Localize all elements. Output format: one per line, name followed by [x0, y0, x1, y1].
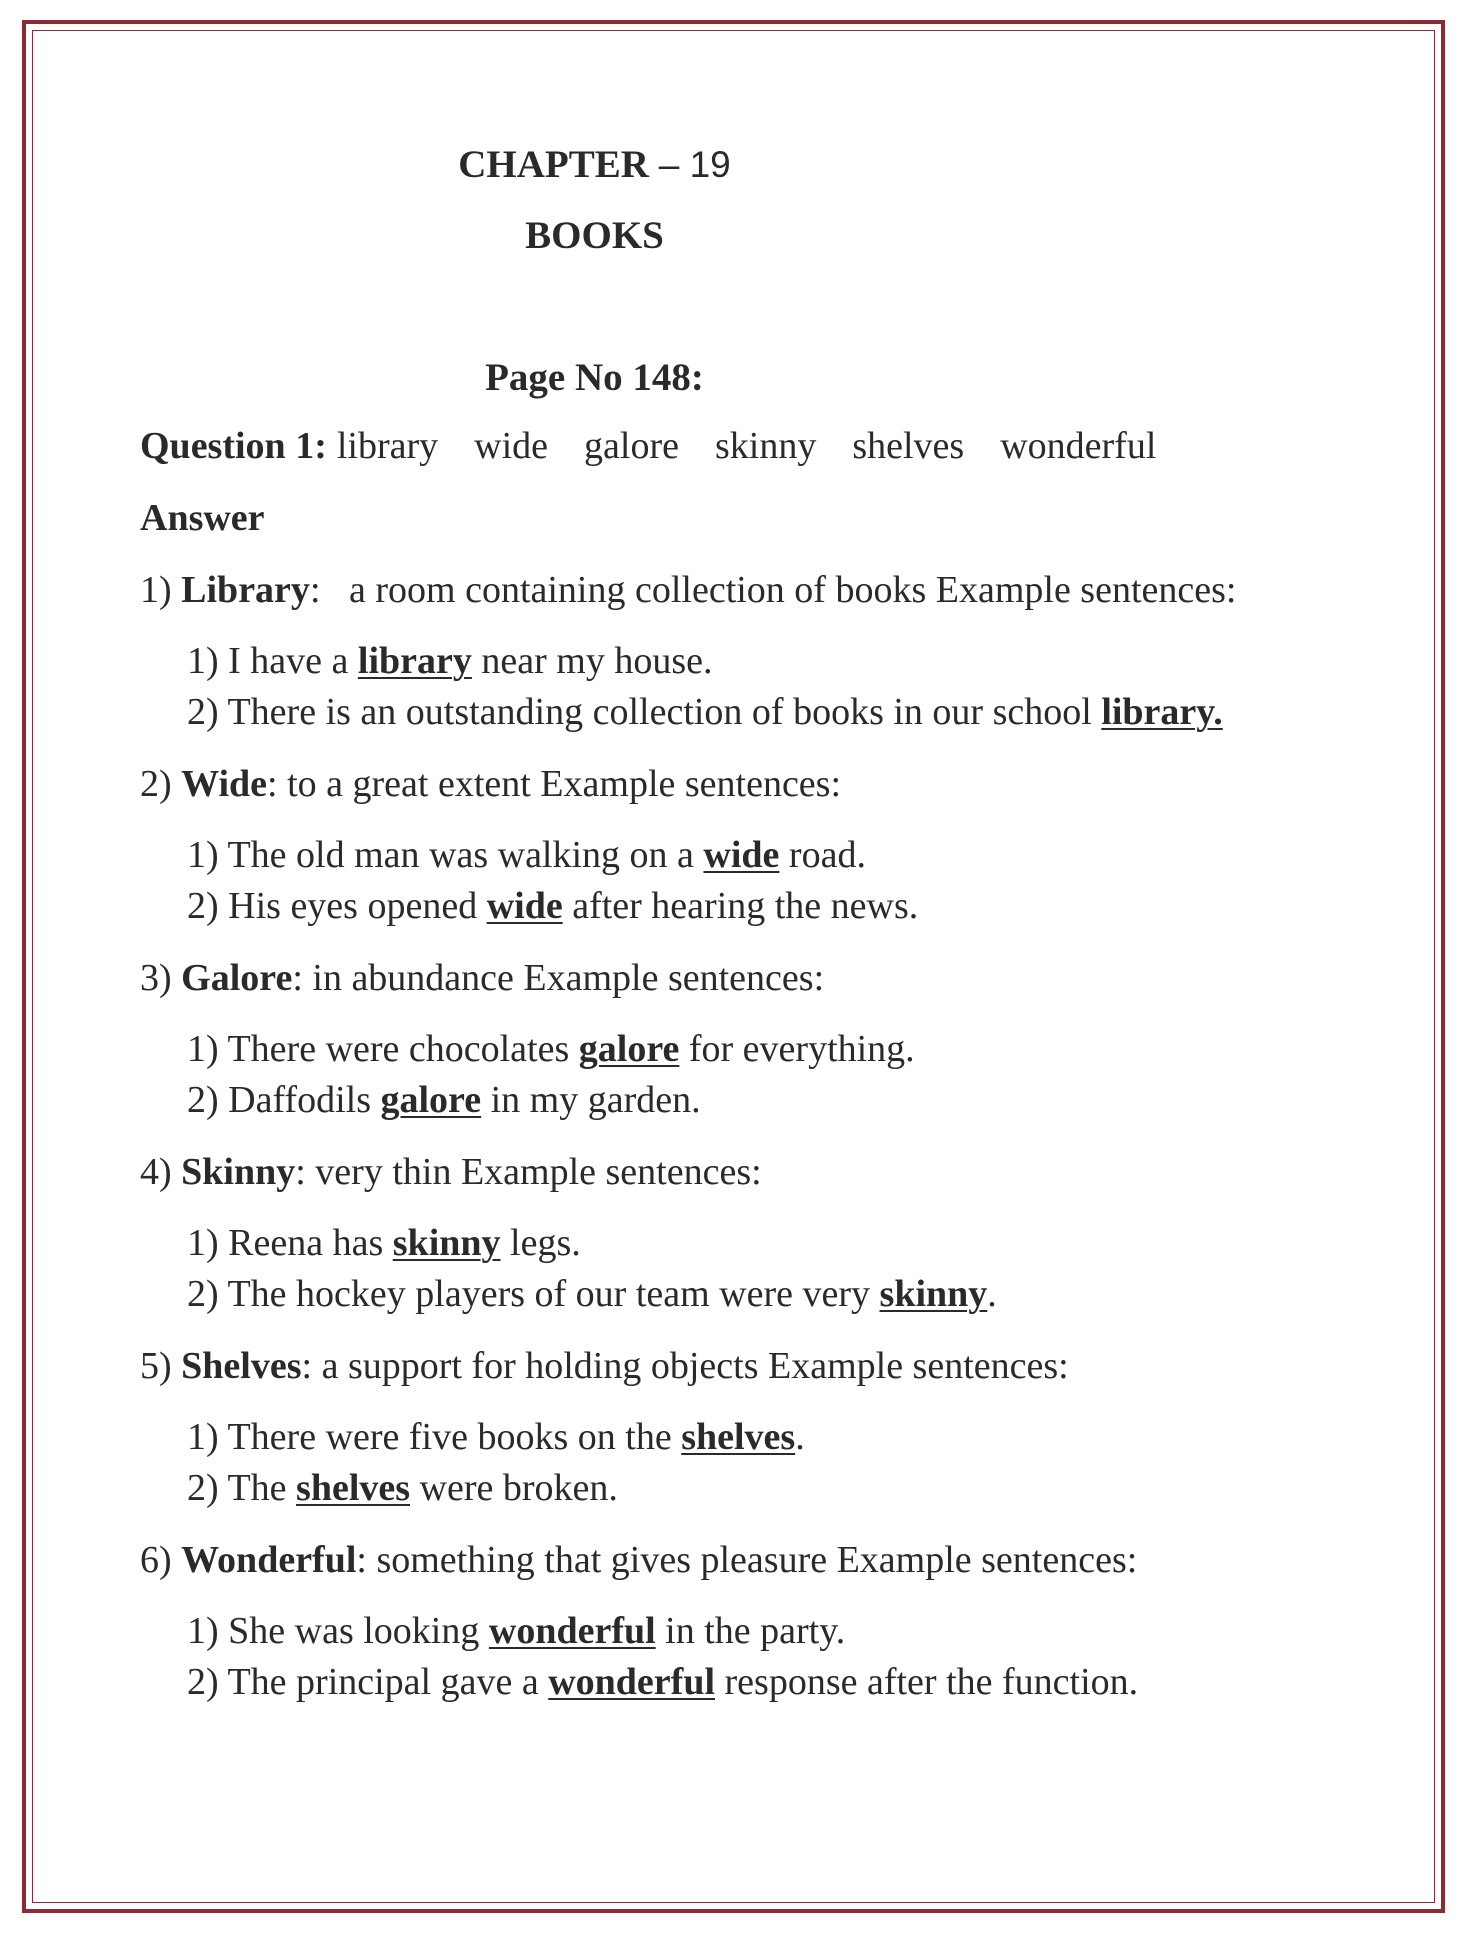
example-number: 1) — [187, 834, 228, 876]
definition-line — [140, 762, 841, 806]
question-word: wonderful — [1000, 425, 1157, 467]
example-text-before: His eyes opened — [228, 885, 487, 927]
entry-definition: : to a great extent Example sentences: — [267, 763, 842, 805]
example-text-after: in the party. — [655, 1610, 846, 1652]
example-text-after: . — [795, 1416, 805, 1458]
answer-label: Answer — [140, 497, 265, 539]
example-number: 1) — [187, 640, 229, 682]
entry-number: 3) — [140, 957, 182, 999]
example-number: 2) — [187, 691, 228, 733]
example-text-after: were broken. — [410, 1467, 618, 1509]
entry-term: Wide — [181, 763, 268, 805]
example-text-after: legs. — [500, 1222, 581, 1264]
example-text-before: She was looking — [228, 1610, 489, 1652]
example-sentence — [187, 1078, 701, 1122]
example-sentence — [187, 833, 866, 877]
example-keyword: skinny — [392, 1222, 501, 1264]
example-sentence — [187, 884, 918, 928]
example-sentence — [187, 639, 713, 683]
example-keyword: skinny — [879, 1273, 988, 1315]
example-keyword: galore — [380, 1079, 482, 1121]
example-text-after: . — [987, 1273, 997, 1315]
example-sentence — [187, 1415, 805, 1459]
example-text-after: in my garden. — [481, 1079, 701, 1121]
example-keyword: library. — [1101, 691, 1223, 733]
example-text-before: The principal gave a — [227, 1661, 549, 1703]
example-keyword: shelves — [296, 1467, 411, 1509]
entry-number: 6) — [140, 1539, 182, 1581]
example-text-before: There were chocolates — [227, 1028, 579, 1070]
chapter-title: BOOKS — [525, 214, 664, 257]
example-text-after: road. — [779, 834, 866, 876]
entry-number: 1) — [140, 569, 182, 611]
chapter-heading — [0, 142, 1329, 187]
example-keyword: wide — [486, 885, 563, 927]
definition-line — [140, 1538, 1137, 1582]
definition-line — [140, 1344, 1069, 1388]
example-sentence — [187, 690, 1223, 734]
chapter-number: – 19 — [658, 144, 731, 185]
question-word: galore — [584, 425, 679, 467]
example-text-before: Reena has — [228, 1222, 393, 1264]
example-keyword: galore — [578, 1028, 680, 1070]
entry-definition: : very thin Example sentences: — [295, 1151, 762, 1193]
example-text-before: The old man was walking on a — [227, 834, 704, 876]
example-keyword: wonderful — [488, 1610, 656, 1652]
question-word: library — [336, 425, 439, 467]
example-number: 1) — [187, 1222, 229, 1264]
entry-definition: : a room containing collection of books Example sentences: — [309, 569, 1237, 611]
example-text-before: There were five books on the — [227, 1416, 682, 1458]
example-number: 2) — [187, 1661, 228, 1703]
example-sentence — [187, 1272, 997, 1316]
example-sentence — [187, 1027, 915, 1071]
question-label: Question 1: — [140, 425, 327, 467]
example-number: 1) — [187, 1610, 229, 1652]
entry-term: Skinny — [181, 1151, 296, 1193]
chapter-label: CHAPTER — [458, 143, 649, 186]
page-number-heading: Page No 148: — [485, 356, 704, 399]
example-text-after: response after the function. — [715, 1661, 1139, 1703]
example-text-before: Daffodils — [228, 1079, 381, 1121]
example-number: 1) — [187, 1028, 228, 1070]
question-word: skinny — [714, 425, 817, 467]
example-sentence — [187, 1609, 845, 1653]
entry-definition: : something that gives pleasure Example sentences: — [356, 1539, 1138, 1581]
example-number: 2) — [187, 1079, 229, 1121]
example-keyword: library — [357, 640, 472, 682]
question-word: wide — [474, 425, 549, 467]
question-word: shelves — [852, 425, 965, 467]
definition-line — [140, 1150, 762, 1194]
example-text-after: after hearing the news. — [562, 885, 919, 927]
example-number: 1) — [187, 1416, 228, 1458]
example-sentence — [187, 1660, 1138, 1704]
example-text-before: The hockey players of our team were very — [227, 1273, 880, 1315]
entry-term: Galore — [181, 957, 293, 999]
example-number: 2) — [187, 1467, 228, 1509]
entry-term: Shelves — [181, 1345, 302, 1387]
example-keyword: shelves — [681, 1416, 796, 1458]
example-text-after: near my house. — [471, 640, 713, 682]
question-line — [140, 424, 1156, 468]
definition-line — [140, 956, 824, 1000]
example-text-before: There is an outstanding collection of books in our school — [227, 691, 1102, 733]
entry-definition: : a support for holding objects Example sentences: — [301, 1345, 1069, 1387]
definition-line — [140, 568, 1236, 612]
example-text-before: I have a — [228, 640, 358, 682]
entry-term: Library — [181, 569, 310, 611]
entry-number: 5) — [140, 1345, 182, 1387]
example-number: 2) — [187, 1273, 228, 1315]
example-number: 2) — [187, 885, 229, 927]
example-text-after: for everything. — [679, 1028, 915, 1070]
example-keyword: wide — [703, 834, 780, 876]
example-keyword: wonderful — [548, 1661, 716, 1703]
entry-number: 2) — [140, 763, 182, 805]
example-text-before: The — [227, 1467, 297, 1509]
entry-number: 4) — [140, 1151, 182, 1193]
example-sentence — [187, 1221, 581, 1265]
entry-definition: : in abundance Example sentences: — [292, 957, 825, 999]
example-sentence — [187, 1466, 618, 1510]
entry-term: Wonderful — [181, 1539, 357, 1581]
